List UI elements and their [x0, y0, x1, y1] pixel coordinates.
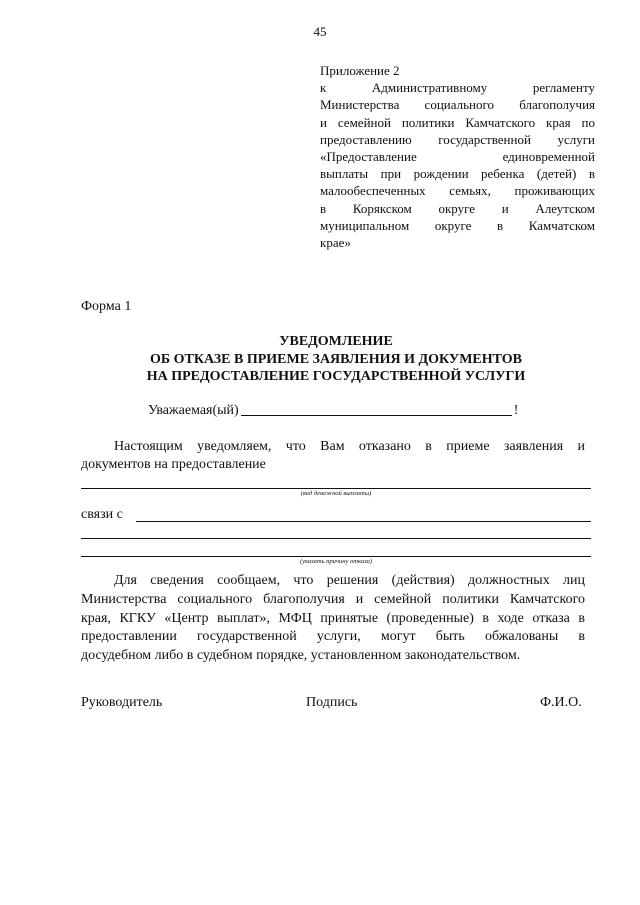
connection-label: связи с	[81, 507, 123, 522]
reason-field-line-2[interactable]	[81, 538, 591, 539]
appendix-line: муниципальном округе в Камчатском	[320, 217, 595, 233]
appendix-line: Приложение 2	[320, 63, 400, 78]
appendix-line: «Предоставление единовременной	[320, 149, 595, 165]
info-line: края, КГКУ «Центр выплат», МФЦ принятые (проведенные) в ходе отказа в	[81, 610, 585, 626]
title-line: НА ПРЕДОСТАВЛЕНИЕ ГОСУДАРСТВЕННОЙ УСЛУГИ	[146, 369, 526, 384]
appendix-line: Министерства социального благополучия	[320, 97, 595, 113]
signature-name-label: Ф.И.О.	[540, 695, 582, 710]
appendix-line: крае»	[320, 235, 351, 251]
reason-field-line-3[interactable]	[81, 556, 591, 557]
reason-caption: (указать причину отказа)	[299, 558, 373, 565]
info-line: предоставлении государственной услуги, могут быть обжалованы в	[81, 629, 585, 645]
appendix-line: и семейной политики Камчатского края по	[320, 114, 595, 130]
greeting-prefix: Уважаемая(ый)	[148, 403, 239, 418]
reason-field-line-1[interactable]	[136, 521, 591, 522]
notice-line: Настоящим уведомляем, что Вам отказано в приеме заявления и	[114, 439, 585, 454]
appendix-header	[320, 62, 595, 251]
appendix-line: в Корякском округе и Алеутском	[320, 200, 595, 216]
document-title	[81, 333, 591, 386]
title-line: УВЕДОМЛЕНИЕ	[279, 334, 393, 349]
signature-head-label: Руководитель	[81, 695, 163, 710]
appendix-line: предоставлению государственной услуги	[320, 131, 595, 147]
title-line: ОБ ОТКАЗЕ В ПРИЕМЕ ЗАЯВЛЕНИЯ И ДОКУМЕНТОВ	[149, 351, 523, 367]
appendix-line: выплаты при рождении ребенка (детей) в	[320, 166, 595, 182]
appendix-line: малообеспеченных семьях, проживающих	[320, 183, 595, 199]
greeting-line	[148, 401, 518, 419]
notice-line: документов на предоставление	[81, 457, 266, 472]
info-line: досудебном либо в судебном порядке, установленном законодательством.	[81, 648, 521, 664]
form-label: Форма 1	[81, 299, 132, 314]
greeting-suffix: !	[513, 403, 519, 418]
info-paragraph	[81, 572, 585, 666]
info-line: Министерства социального благополучия и семейной политики Камчатского	[81, 591, 585, 607]
page-number: 45	[313, 24, 327, 39]
payment-type-field[interactable]	[81, 488, 591, 489]
payment-type-caption: (вид денежной выплаты)	[300, 490, 372, 497]
recipient-name-field[interactable]	[241, 401, 512, 416]
notice-paragraph	[81, 438, 585, 474]
appendix-line: к Административному регламенту	[320, 80, 595, 96]
info-line: Для сведения сообщаем, что решения (действия) должностных лиц	[114, 573, 585, 588]
signature-sign-label: Подпись	[306, 695, 358, 710]
